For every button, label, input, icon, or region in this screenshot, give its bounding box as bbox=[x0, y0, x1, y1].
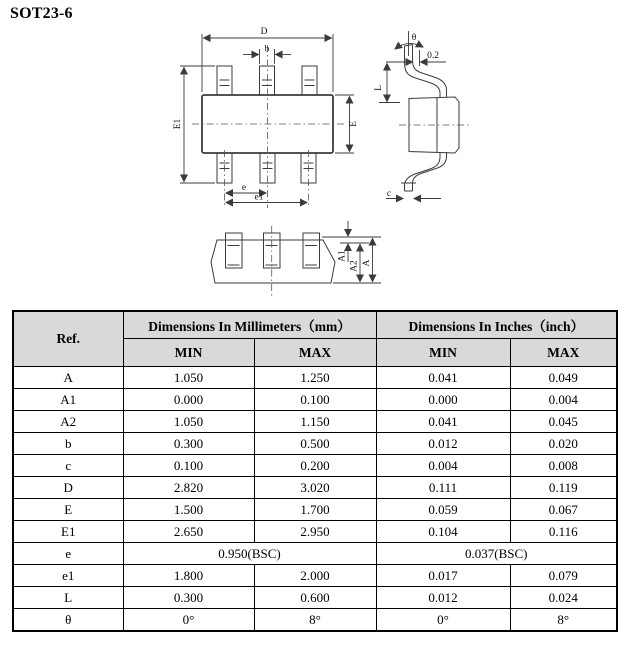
mm-min-cell: 1.050 bbox=[123, 411, 254, 433]
package-drawing bbox=[0, 0, 628, 308]
ref-cell: e1 bbox=[13, 565, 123, 587]
mm-header-cell: Dimensions In Millimeters（mm） bbox=[123, 311, 376, 339]
inch-max-cell: 0.020 bbox=[510, 433, 617, 455]
mm-max-cell: 0.500 bbox=[254, 433, 376, 455]
front-view bbox=[211, 221, 381, 297]
mm-max-cell: 8° bbox=[254, 609, 376, 632]
table-row bbox=[13, 389, 617, 411]
dim-label-e1: e1 bbox=[254, 192, 264, 203]
pin-bend-ticks bbox=[220, 163, 314, 169]
dim-label-D: D bbox=[260, 27, 268, 37]
mm-max-cell: 1.150 bbox=[254, 411, 376, 433]
inch-value-cell: 0.037(BSC) bbox=[376, 543, 617, 565]
mm-max-cell: 1.700 bbox=[254, 499, 376, 521]
mm-min-cell: 0.300 bbox=[123, 433, 254, 455]
mm-min-cell: 0° bbox=[123, 609, 254, 632]
ref-cell: c bbox=[13, 455, 123, 477]
dim-label-theta: θ bbox=[411, 33, 417, 43]
table-row bbox=[13, 543, 617, 565]
inch-min-cell: 0.012 bbox=[376, 433, 510, 455]
ref-cell: A2 bbox=[13, 411, 123, 433]
inch-header-cell: Dimensions In Inches（inch） bbox=[376, 311, 617, 339]
ref-cell: θ bbox=[13, 609, 123, 632]
ref-cell: D bbox=[13, 477, 123, 499]
mm-max-cell: 3.020 bbox=[254, 477, 376, 499]
inch-min-cell: 0.111 bbox=[376, 477, 510, 499]
mm-max-cell: 1.250 bbox=[254, 367, 376, 389]
inch-min-cell: 0.000 bbox=[376, 389, 510, 411]
inch-max-cell: 0.067 bbox=[510, 499, 617, 521]
mm-min-cell: 0.100 bbox=[123, 455, 254, 477]
inch-min-cell: 0.041 bbox=[376, 411, 510, 433]
mm-max-cell: 0.100 bbox=[254, 389, 376, 411]
mm-max-cell: 0.600 bbox=[254, 587, 376, 609]
table-row bbox=[13, 433, 617, 455]
dimension-table-section bbox=[12, 310, 616, 632]
dim-label-E1: E1 bbox=[173, 118, 183, 130]
inch-max-cell: 8° bbox=[510, 609, 617, 632]
pin-bend-ticks bbox=[228, 246, 318, 266]
mm-max-header: MAX bbox=[254, 339, 376, 367]
mm-min-cell: 1.050 bbox=[123, 367, 254, 389]
ref-cell: E1 bbox=[13, 521, 123, 543]
dim-label-A: A bbox=[362, 259, 372, 267]
ref-cell: A1 bbox=[13, 389, 123, 411]
table-row bbox=[13, 477, 617, 499]
inch-min-header: MIN bbox=[376, 339, 510, 367]
table-row bbox=[13, 455, 617, 477]
mm-max-cell: 0.200 bbox=[254, 455, 376, 477]
dim-label-L: L bbox=[374, 85, 384, 91]
inch-min-cell: 0.104 bbox=[376, 521, 510, 543]
dim-label-e: e bbox=[241, 183, 247, 193]
mm-min-cell: 2.650 bbox=[123, 521, 254, 543]
mm-value-cell: 0.950(BSC) bbox=[123, 543, 376, 565]
ref-cell: L bbox=[13, 587, 123, 609]
pin-bend-ticks bbox=[220, 80, 315, 86]
mm-max-cell: 2.950 bbox=[254, 521, 376, 543]
top-view bbox=[173, 27, 359, 208]
inch-min-cell: 0.017 bbox=[376, 565, 510, 587]
ref-cell: b bbox=[13, 433, 123, 455]
dim-label-A2: A2 bbox=[349, 260, 360, 272]
dim-label-c: c bbox=[386, 189, 392, 199]
mm-max-cell: 2.000 bbox=[254, 565, 376, 587]
inch-max-cell: 0.024 bbox=[510, 587, 617, 609]
mm-min-header: MIN bbox=[123, 339, 254, 367]
package-body-front-view bbox=[211, 240, 335, 283]
inch-max-cell: 0.116 bbox=[510, 521, 617, 543]
page-title: SOT23-6 bbox=[10, 5, 73, 22]
inch-min-cell: 0.059 bbox=[376, 499, 510, 521]
ref-cell: E bbox=[13, 499, 123, 521]
table-row bbox=[13, 367, 617, 389]
inch-min-cell: 0.012 bbox=[376, 587, 510, 609]
ref-cell: e bbox=[13, 543, 123, 565]
dim-label-A1: A1 bbox=[337, 250, 348, 262]
inch-max-cell: 0.079 bbox=[510, 565, 617, 587]
table-row bbox=[13, 565, 617, 587]
side-view bbox=[374, 31, 469, 199]
dim-table-body bbox=[13, 367, 617, 632]
dimension-table bbox=[12, 310, 618, 632]
table-row bbox=[13, 587, 617, 609]
dim-label-E: E bbox=[349, 121, 359, 127]
table-row bbox=[13, 499, 617, 521]
mm-min-cell: 0.000 bbox=[123, 389, 254, 411]
inch-max-header: MAX bbox=[510, 339, 617, 367]
inch-max-cell: 0.008 bbox=[510, 455, 617, 477]
dim-label-offset: 0.2 bbox=[427, 51, 439, 61]
inch-max-cell: 0.004 bbox=[510, 389, 617, 411]
inch-max-cell: 0.119 bbox=[510, 477, 617, 499]
dim-label-b: b bbox=[264, 44, 270, 55]
mm-min-cell: 0.300 bbox=[123, 587, 254, 609]
inch-min-cell: 0° bbox=[376, 609, 510, 632]
inch-min-cell: 0.004 bbox=[376, 455, 510, 477]
mm-min-cell: 2.820 bbox=[123, 477, 254, 499]
ref-cell: A bbox=[13, 367, 123, 389]
table-row bbox=[13, 411, 617, 433]
ref-header-cell: Ref. bbox=[13, 311, 123, 367]
inch-max-cell: 0.049 bbox=[510, 367, 617, 389]
inch-min-cell: 0.041 bbox=[376, 367, 510, 389]
table-row bbox=[13, 521, 617, 543]
table-row bbox=[13, 609, 617, 632]
inch-max-cell: 0.045 bbox=[510, 411, 617, 433]
mm-min-cell: 1.500 bbox=[123, 499, 254, 521]
mm-min-cell: 1.800 bbox=[123, 565, 254, 587]
